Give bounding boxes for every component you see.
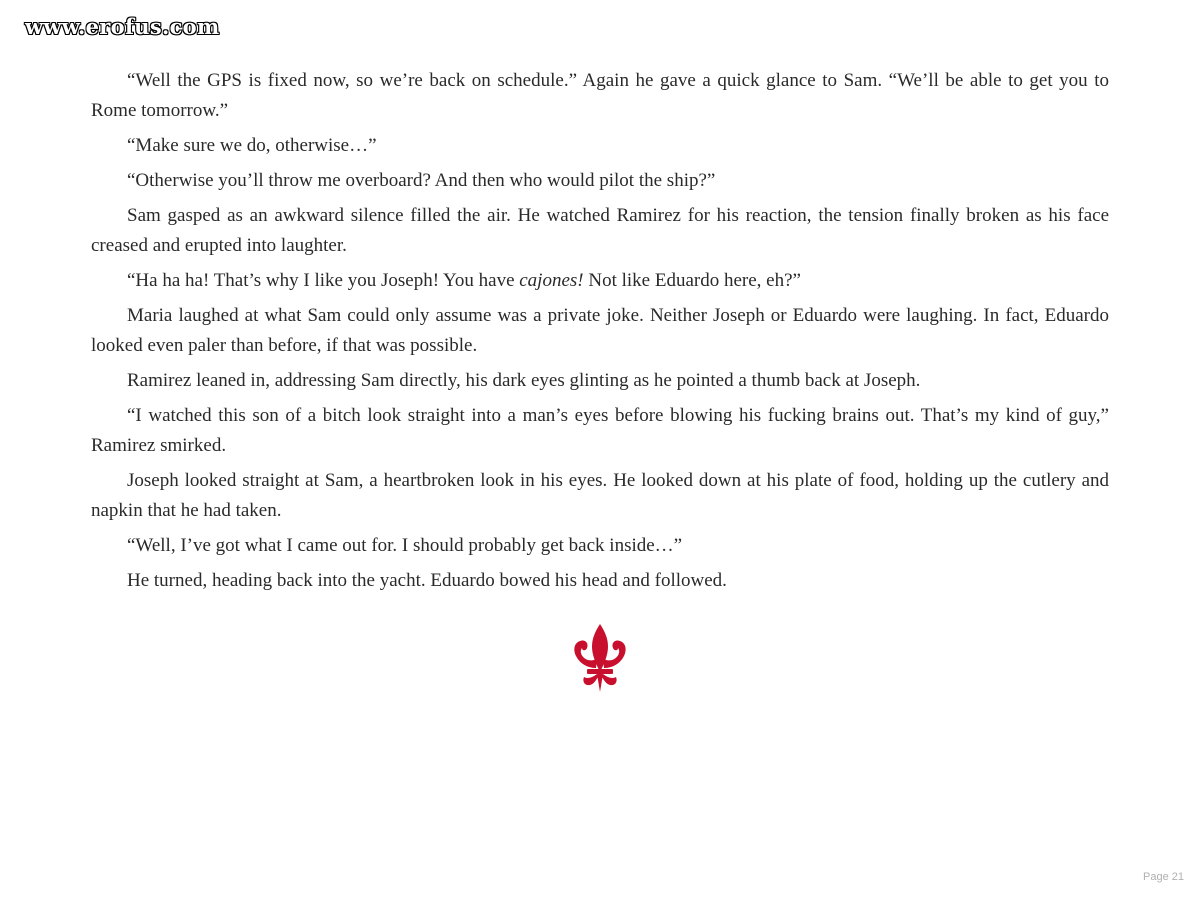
paragraph: “Well, I’ve got what I came out for. I should probably get back inside…” [127, 535, 683, 556]
paragraph-text: Not like Eduardo here, eh?” [583, 270, 801, 291]
paragraph: “Well the GPS is fixed now, so we’re back on schedule.” Again he gave a quick glance to Sam. “We’ll be able to get you to Rome tomorrow.” [91, 70, 1109, 121]
watermark: www.erofus.com [25, 14, 220, 39]
paragraph: Ramirez leaned in, addressing Sam directly, his dark eyes glinting as he pointed a thumb back at Joseph. [127, 370, 921, 391]
paragraph: “Make sure we do, otherwise…” [127, 135, 377, 156]
paragraph: “I watched this son of a bitch look straight into a man’s eyes before blowing his fucking brains out. That’s my kind of guy,” Ramirez smirked. [91, 405, 1109, 456]
paragraph: He turned, heading back into the yacht. Eduardo bowed his head and followed. [127, 570, 727, 591]
italic-word: cajones! [519, 270, 584, 291]
paragraph [91, 266, 1109, 296]
paragraph: Sam gasped as an awkward silence filled the air. He watched Ramirez for his reaction, the tension finally broken as his face creased and erupted into laughter. [91, 205, 1109, 256]
fleur-de-lis-shape [574, 624, 625, 692]
paragraph: Maria laughed at what Sam could only assume was a private joke. Neither Joseph or Eduardo were laughing. In fact, Eduardo looked even paler than before, if that was possible. [91, 305, 1109, 356]
paragraph-text: “Ha ha ha! That’s why I like you Joseph! You have [127, 270, 520, 291]
story-text [91, 66, 1109, 601]
page-number: Page 21 [1143, 871, 1184, 883]
paragraph: Joseph looked straight at Sam, a heartbroken look in his eyes. He looked down at his plate of food, holding up the cutlery and napkin that he had taken. [91, 470, 1109, 521]
paragraph: “Otherwise you’ll throw me overboard? And then who would pilot the ship?” [127, 170, 716, 191]
fleur-de-lis-icon [570, 622, 630, 694]
